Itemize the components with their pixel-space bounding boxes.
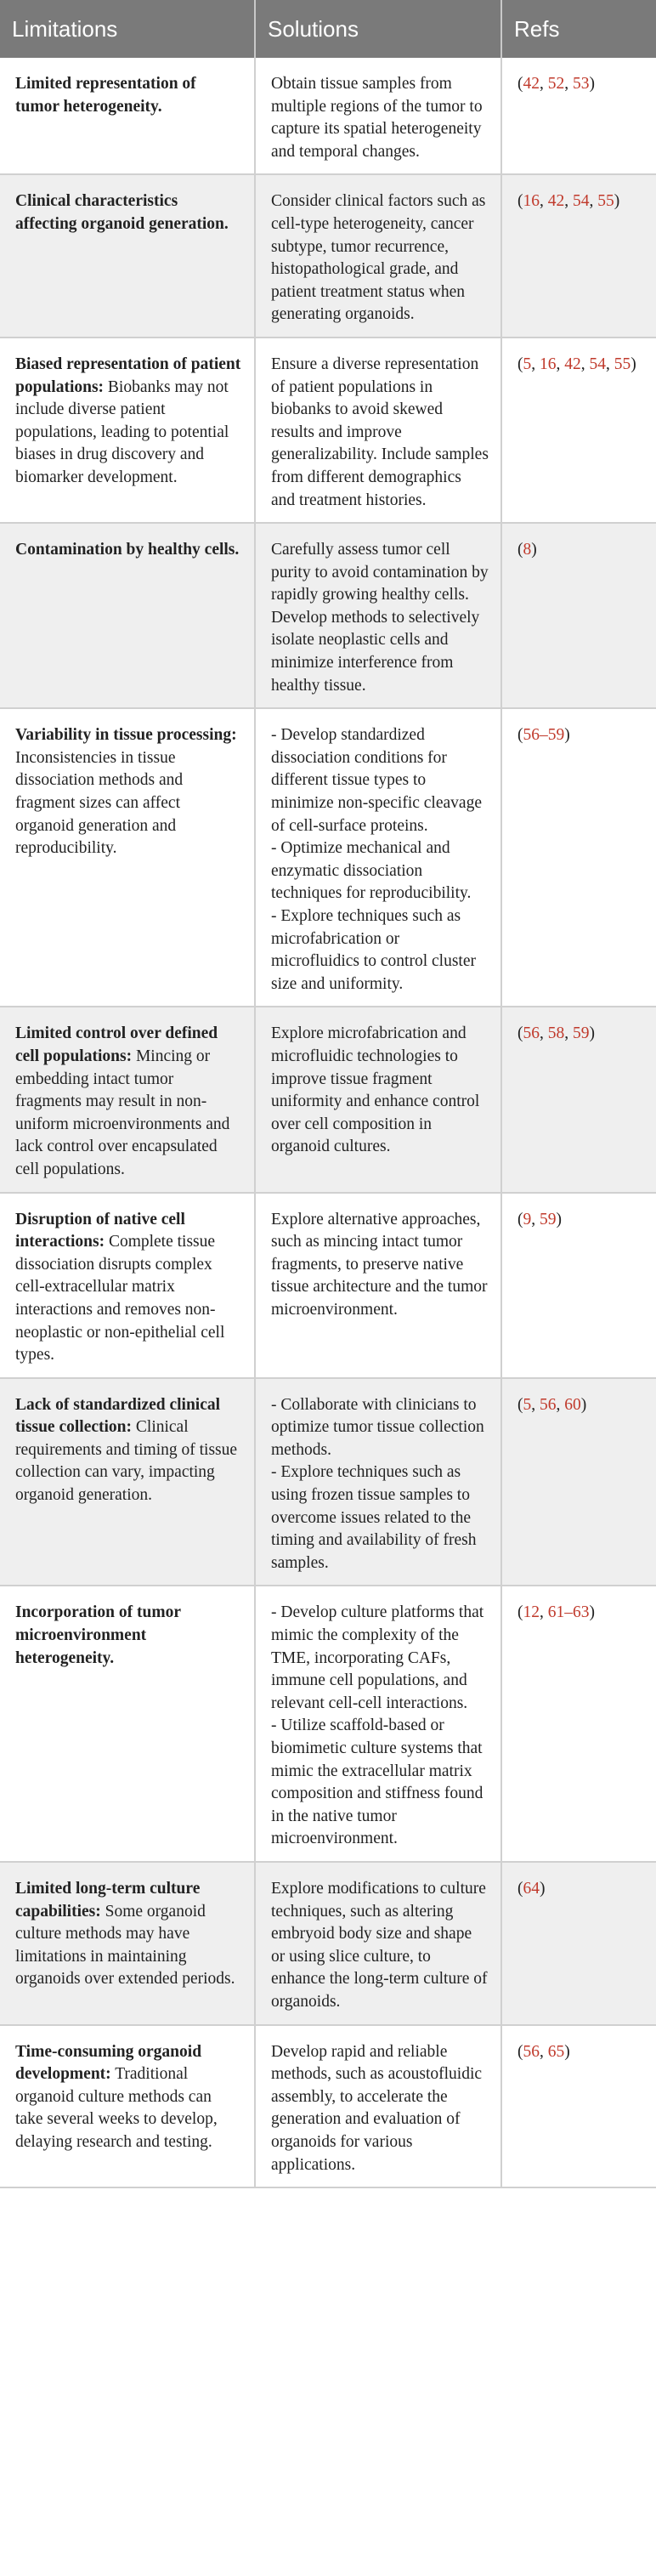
refs-cell: (12, 61–63) [501,1586,656,1862]
ref-link[interactable]: 56 [523,2042,540,2061]
table-body [0,58,656,2187]
limitation-cell [0,708,255,1007]
ref-link[interactable]: 52 [547,75,565,93]
refs-cell: (42, 52, 53) [501,58,656,174]
solution-cell [255,174,501,338]
limitation-description: Mincing or embedding intact tumor fragments may result in non-uniform microenvironments and lack control over encapsulated cell populations. [15,1047,230,1178]
solution-item: - Develop culture platforms that mimic the complexity of the TME, incorporating CAFs, immune cell populations, and relevant cell-cell interactions. [271,1603,484,1712]
limitation-title: Variability in tissue processing: [15,726,237,745]
table-row [0,1007,656,1192]
solution-cell [255,1586,501,1862]
solution-item: - Collaborate with clinicians to optimize tumor tissue collection methods. [271,1395,484,1459]
limitation-title: Biased representation of patient populations: [15,355,241,396]
ref-link[interactable]: 16 [523,192,540,211]
ref-link[interactable]: 60 [564,1395,581,1414]
solution-item: - Optimize mechanical and enzymatic dissociation techniques for reproducibility. [271,839,472,903]
limitation-cell [0,58,255,174]
limitation-description: Some organoid culture methods may have limitations in maintaining organoids over extended periods. [15,1902,235,1989]
solution-item: - Explore techniques such as using frozen tissue samples to overcome issues related to the timing and availability of fresh samples. [271,1463,477,1572]
solution-cell [255,1193,501,1378]
ref-link[interactable]: 53 [573,75,590,93]
ref-link[interactable]: 8 [523,541,532,559]
ref-link[interactable]: 54 [573,192,590,211]
limitation-cell [0,1862,255,2025]
solution-item: Carefully assess tumor cell purity to avoid contamination by rapidly growing healthy cells. Develop methods to selectively isolate neoplastic cells and minimize interference from healthy tissue. [271,541,489,695]
solution-item: - Develop standardized dissociation conditions for different tissue types to minimize non-specific cleavage of cell-surface proteins. [271,726,482,835]
ref-link[interactable]: 12 [523,1603,540,1622]
ref-link[interactable]: 42 [564,355,581,373]
ref-link[interactable]: 16 [540,355,557,373]
limitation-cell [0,174,255,338]
solution-item: Explore modifications to culture techniques, such as altering embryoid body size and shape or using slice culture, to enhance the long-term culture of organoids. [271,1879,488,2011]
solution-cell [255,2025,501,2188]
table-row [0,58,656,174]
ref-link[interactable]: 42 [523,75,540,93]
ref-link[interactable]: 5 [523,355,532,373]
ref-link[interactable]: 61–63 [547,1603,590,1622]
limitation-title: Clinical characteristics affecting organoid generation. [15,192,229,233]
ref-link[interactable]: 55 [597,192,614,211]
limitation-cell [0,1193,255,1378]
ref-link[interactable]: 65 [547,2042,565,2061]
limitation-description: Biobanks may not include diverse patient populations, leading to potential biases in drug discovery and biomarker development. [15,377,229,486]
ref-link[interactable]: 56 [523,1024,540,1043]
table-row [0,2025,656,2188]
solution-cell [255,1007,501,1192]
header-row [0,0,656,58]
table-row [0,708,656,1007]
limitation-title: Disruption of native cell interactions: [15,1210,185,1251]
ref-link[interactable]: 42 [547,192,565,211]
ref-link[interactable]: 64 [523,1879,540,1898]
limitation-description: Inconsistencies in tissue dissociation methods and fragment sizes can affect organoid generation and reproducibility. [15,748,184,858]
refs-cell: (9, 59) [501,1193,656,1378]
table-row [0,338,656,523]
ref-link[interactable]: 56–59 [523,726,565,745]
refs-cell: (64) [501,1862,656,2025]
ref-link[interactable]: 5 [523,1395,532,1414]
table-row [0,1862,656,2025]
solution-cell [255,708,501,1007]
refs-cell: (56–59) [501,708,656,1007]
table-row [0,1586,656,1862]
ref-link[interactable]: 58 [547,1024,565,1043]
limitation-cell [0,2025,255,2188]
header-refs: Refs [501,0,656,58]
solution-item: Explore alternative approaches, such as mincing intact tumor fragments, to preserve native tissue architecture and the tumor microenvironment. [271,1210,488,1319]
refs-cell: (8) [501,523,656,708]
ref-link[interactable]: 55 [614,355,631,373]
refs-cell: (56, 65) [501,2025,656,2188]
table-row [0,1378,656,1586]
ref-link[interactable]: 59 [573,1024,590,1043]
refs-cell: (5, 56, 60) [501,1378,656,1586]
limitation-title: Limited representation of tumor heterogeneity. [15,75,196,116]
refs-cell: (56, 58, 59) [501,1007,656,1192]
solution-cell [255,1862,501,2025]
solution-item: - Explore techniques such as microfabrication or microfluidics to control cluster size and uniformity. [271,907,476,993]
table-row [0,1193,656,1378]
header-solutions: Solutions [255,0,501,58]
limitation-title: Incorporation of tumor microenvironment heterogeneity. [15,1603,181,1667]
solution-cell [255,523,501,708]
refs-cell: (16, 42, 54, 55) [501,174,656,338]
limitation-description: Clinical requirements and timing of tissue collection can vary, impacting organoid generation. [15,1418,238,1505]
ref-link[interactable]: 59 [540,1210,557,1228]
limitation-cell [0,1378,255,1586]
header-limitations: Limitations [0,0,255,58]
ref-link[interactable]: 56 [540,1395,557,1414]
limitation-title: Lack of standardized clinical tissue collection: [15,1395,221,1437]
limitation-title: Limited control over defined cell populations: [15,1024,218,1065]
refs-cell: (5, 16, 42, 54, 55) [501,338,656,523]
table-row [0,174,656,338]
limitation-cell [0,1586,255,1862]
limitation-description: Complete tissue dissociation disrupts complex cell-extracellular matrix interactions and removes non-neoplastic or non-epithelial cell types. [15,1233,225,1365]
table-row [0,523,656,708]
solution-item: - Utilize scaffold-based or biomimetic culture systems that mimic the extracellular matrix composition and stiffness found in the native tumor microenvironment. [271,1716,484,1848]
limitation-title: Time-consuming organoid development: [15,2042,202,2084]
limitation-title: Contamination by healthy cells. [15,541,240,559]
solution-cell [255,338,501,523]
solution-item: Explore microfabrication and microfluidic technologies to improve tissue fragment uniformity and enhance control over cell composition in organoid cultures. [271,1024,480,1156]
solution-cell [255,1378,501,1586]
solution-item: Obtain tissue samples from multiple regions of the tumor to capture its spatial heterogeneity and temporal changes. [271,75,483,161]
solution-cell [255,58,501,174]
limitation-cell [0,1007,255,1192]
limitation-cell [0,523,255,708]
solution-item: Consider clinical factors such as cell-type heterogeneity, cancer subtype, tumor recurrence, histopathological grade, and patient treatment status when generating organoids. [271,192,486,324]
limitation-title: Limited long-term culture capabilities: [15,1879,201,1921]
ref-link[interactable]: 54 [589,355,606,373]
solution-item: Ensure a diverse representation of patient populations in biobanks to avoid skewed results and improve generalizability. Include samples from different demographics and treatment histories. [271,355,489,509]
solution-item: Develop rapid and reliable methods, such as acoustofluidic assembly, to accelerate the generation and evaluation of organoids for various applications. [271,2042,483,2174]
limitation-cell [0,338,255,523]
limitation-description: Traditional organoid culture methods can take several weeks to develop, delaying research and testing. [15,2065,218,2151]
ref-link[interactable]: 9 [523,1210,532,1228]
